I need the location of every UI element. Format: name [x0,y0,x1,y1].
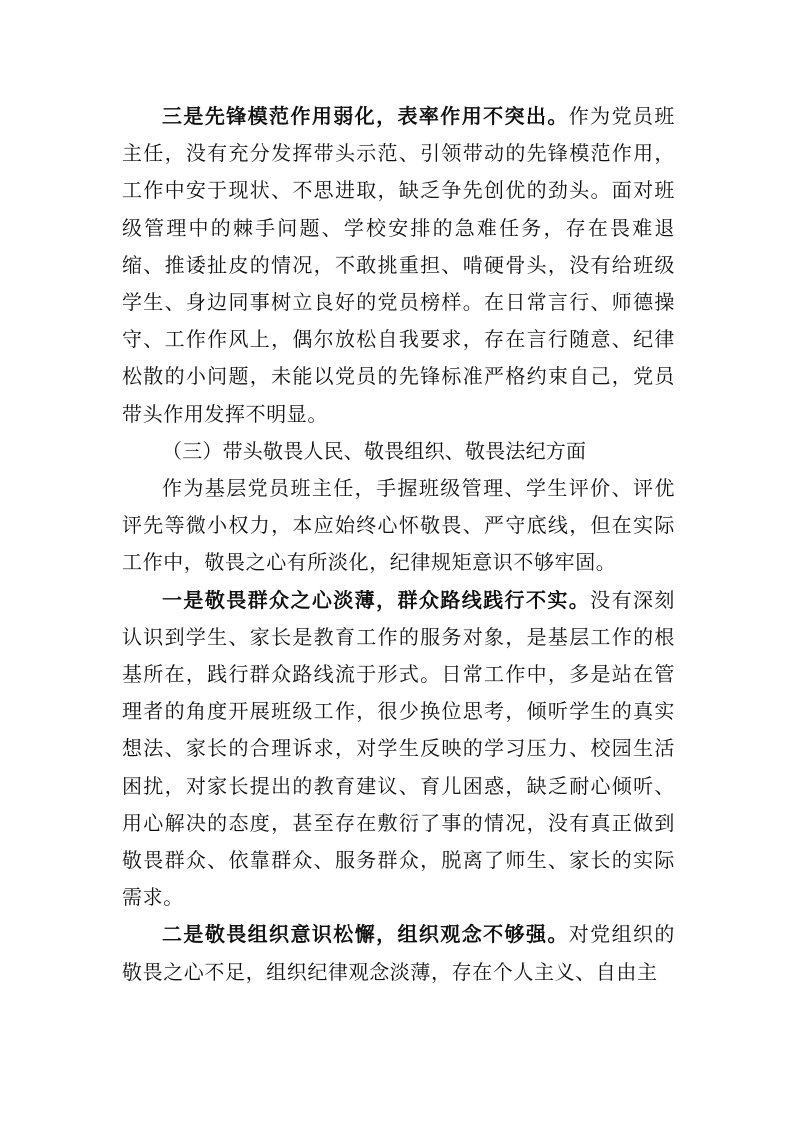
paragraph-lead: 二是敬畏组织意识松懈，组织观念不够强。 [162,922,569,947]
section-heading [122,433,675,470]
section-heading-text: （三）带头敬畏人民、敬畏组织、敬畏法纪方面 [162,438,587,463]
paragraph-text: 作为基层党员班主任，手握班级管理、学生评价、评优评先等微小权力，本应始终心怀敬畏、严守底线，但在实际工作中，敬畏之心有所淡化，纪律规矩意识不够牢固。 [122,476,675,575]
paragraph-lead: 一是敬畏群众之心淡薄，群众路线践行不实。 [162,587,591,612]
paragraph-text: 没有深刻认识到学生、家长是教育工作的服务对象，是基层工作的根基所在，践行群众路线流于形式。日常工作中，多是站在管理者的角度开展班级工作，很少换位思考，倾听学生的真实想法、家长的合理诉求，对学生反映的学习压力、校园生活困扰，对家长提出的教育建议、育儿困惑，缺乏耐心倾听、用心解决的态度，甚至存在敷衍了事的情况，没有真正做到敬畏群众、依靠群众、服务群众，脱离了师生、家长的实际需求。 [122,587,675,910]
paragraph-text: 作为党员班主任，没有充分发挥带头示范、引领带动的先锋模范作用，工作中安于现状、不思进取，缺乏争先创优的劲头。面对班级管理中的棘手问题、学校安排的急难任务，存在畏难退缩、推诿扯皮的情况，不敢挑重担、啃硬骨头，没有给班级学生、身边同事树立良好的党员榜样。在日常言行、师德操守、工作作风上，偶尔放松自我要求，存在言行随意、纪律松散的小问题，未能以党员的先锋标准严格约束自己，党员带头作用发挥不明显。 [122,104,675,426]
paragraph-vanguard-role [122,98,675,433]
paragraph-lead: 三是先锋模范作用弱化，表率作用不突出。 [162,104,569,128]
paragraph-respect-masses [122,582,675,917]
paragraph-respect-organization [122,916,675,990]
paragraph-text: 对党组织的敬畏之心不足，组织纪律观念淡薄，存在个人主义、自由主 [122,922,675,984]
document-body [122,98,675,991]
paragraph-intro [122,470,675,582]
